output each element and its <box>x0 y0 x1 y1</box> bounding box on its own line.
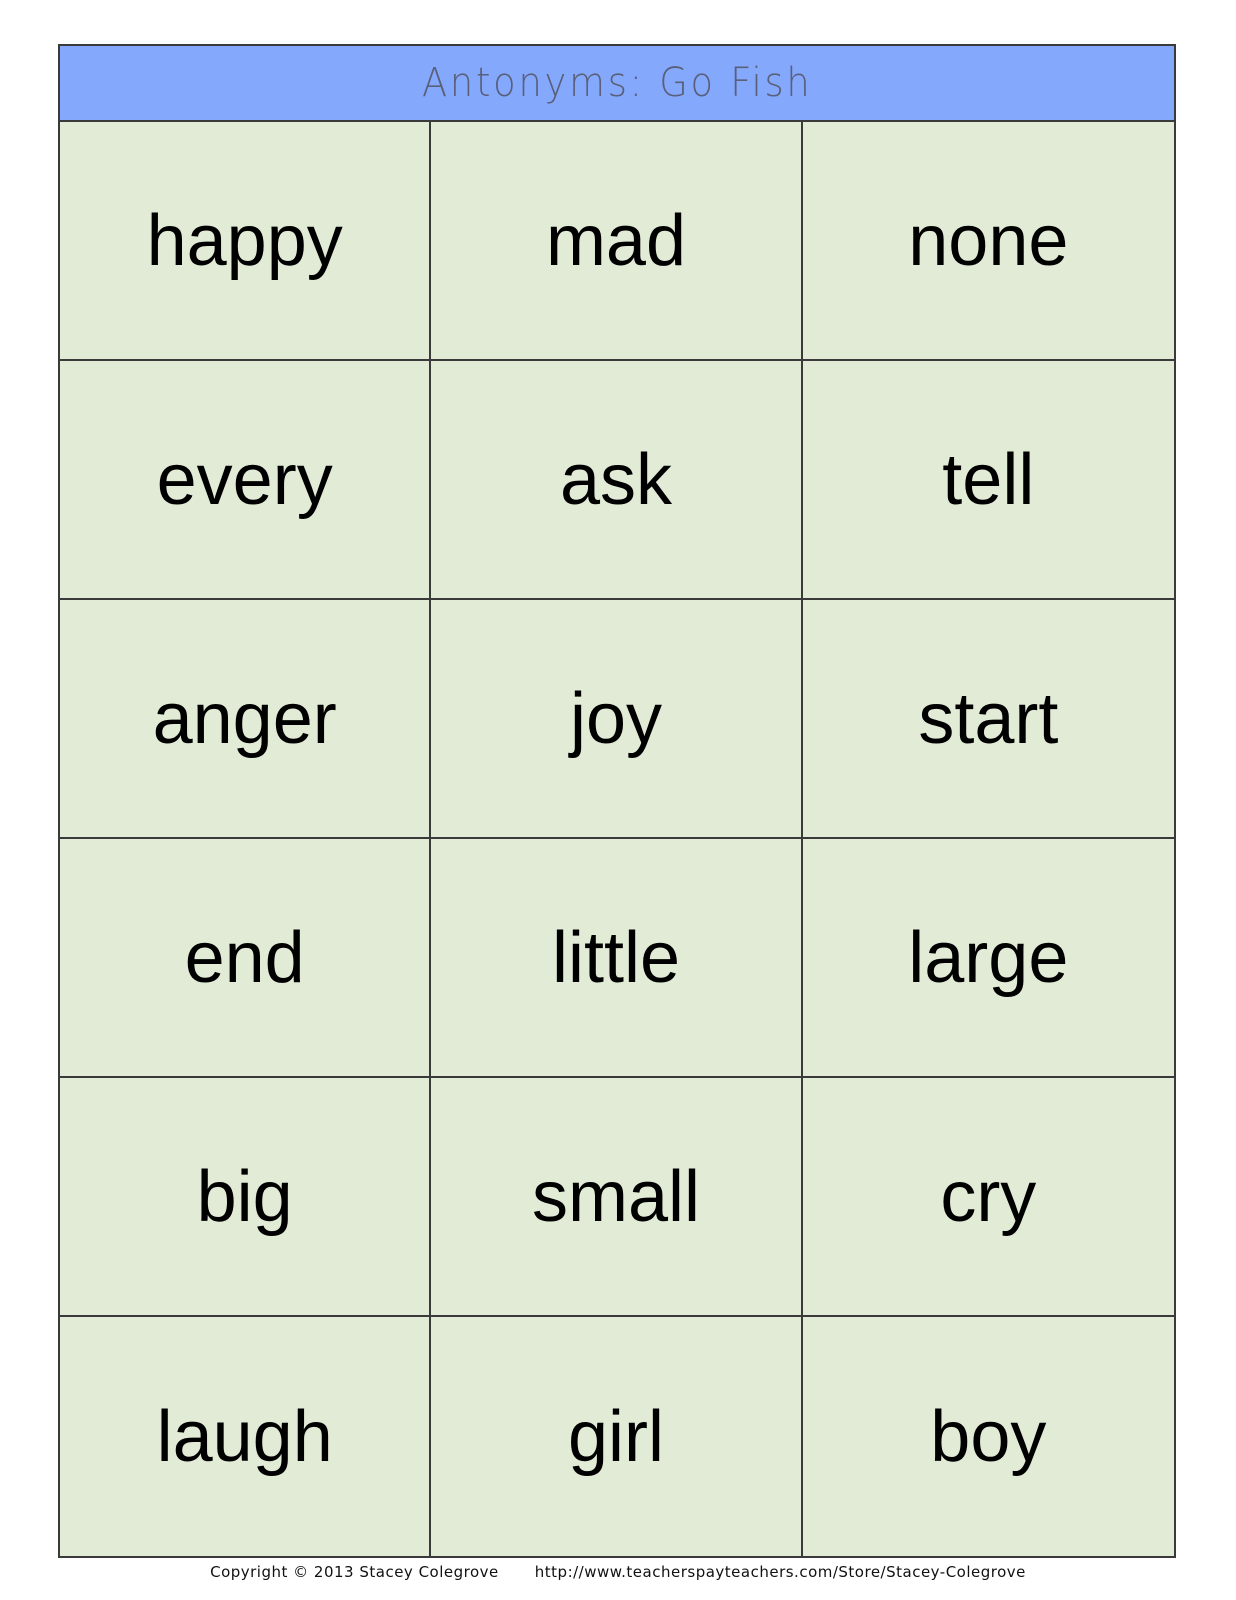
title-bar <box>60 46 1174 122</box>
word-card: every <box>60 361 431 600</box>
card-grid <box>60 122 1174 1556</box>
card-sheet <box>58 44 1176 1558</box>
copyright-text: Copyright © 2013 Stacey Colegrove <box>210 1563 499 1581</box>
word-card: little <box>431 839 802 1078</box>
word-card: happy <box>60 122 431 361</box>
store-url: http://www.teacherspayteachers.com/Store/Stacey-Colegrove <box>534 1563 1026 1581</box>
word-card: none <box>803 122 1174 361</box>
word-card: laugh <box>60 1317 431 1556</box>
page-title: Antonyms: Go Fish <box>421 60 813 106</box>
word-card: end <box>60 839 431 1078</box>
word-card: large <box>803 839 1174 1078</box>
word-card: cry <box>803 1078 1174 1317</box>
word-card: mad <box>431 122 802 361</box>
word-card: girl <box>431 1317 802 1556</box>
word-card: start <box>803 600 1174 839</box>
word-card: ask <box>431 361 802 600</box>
word-card: boy <box>930 1396 1047 1477</box>
word-card: big <box>60 1078 431 1317</box>
word-card: small <box>431 1078 802 1317</box>
word-card: anger <box>60 600 431 839</box>
footer <box>0 1563 1236 1581</box>
word-card: tell <box>803 361 1174 600</box>
word-card: joy <box>431 600 802 839</box>
